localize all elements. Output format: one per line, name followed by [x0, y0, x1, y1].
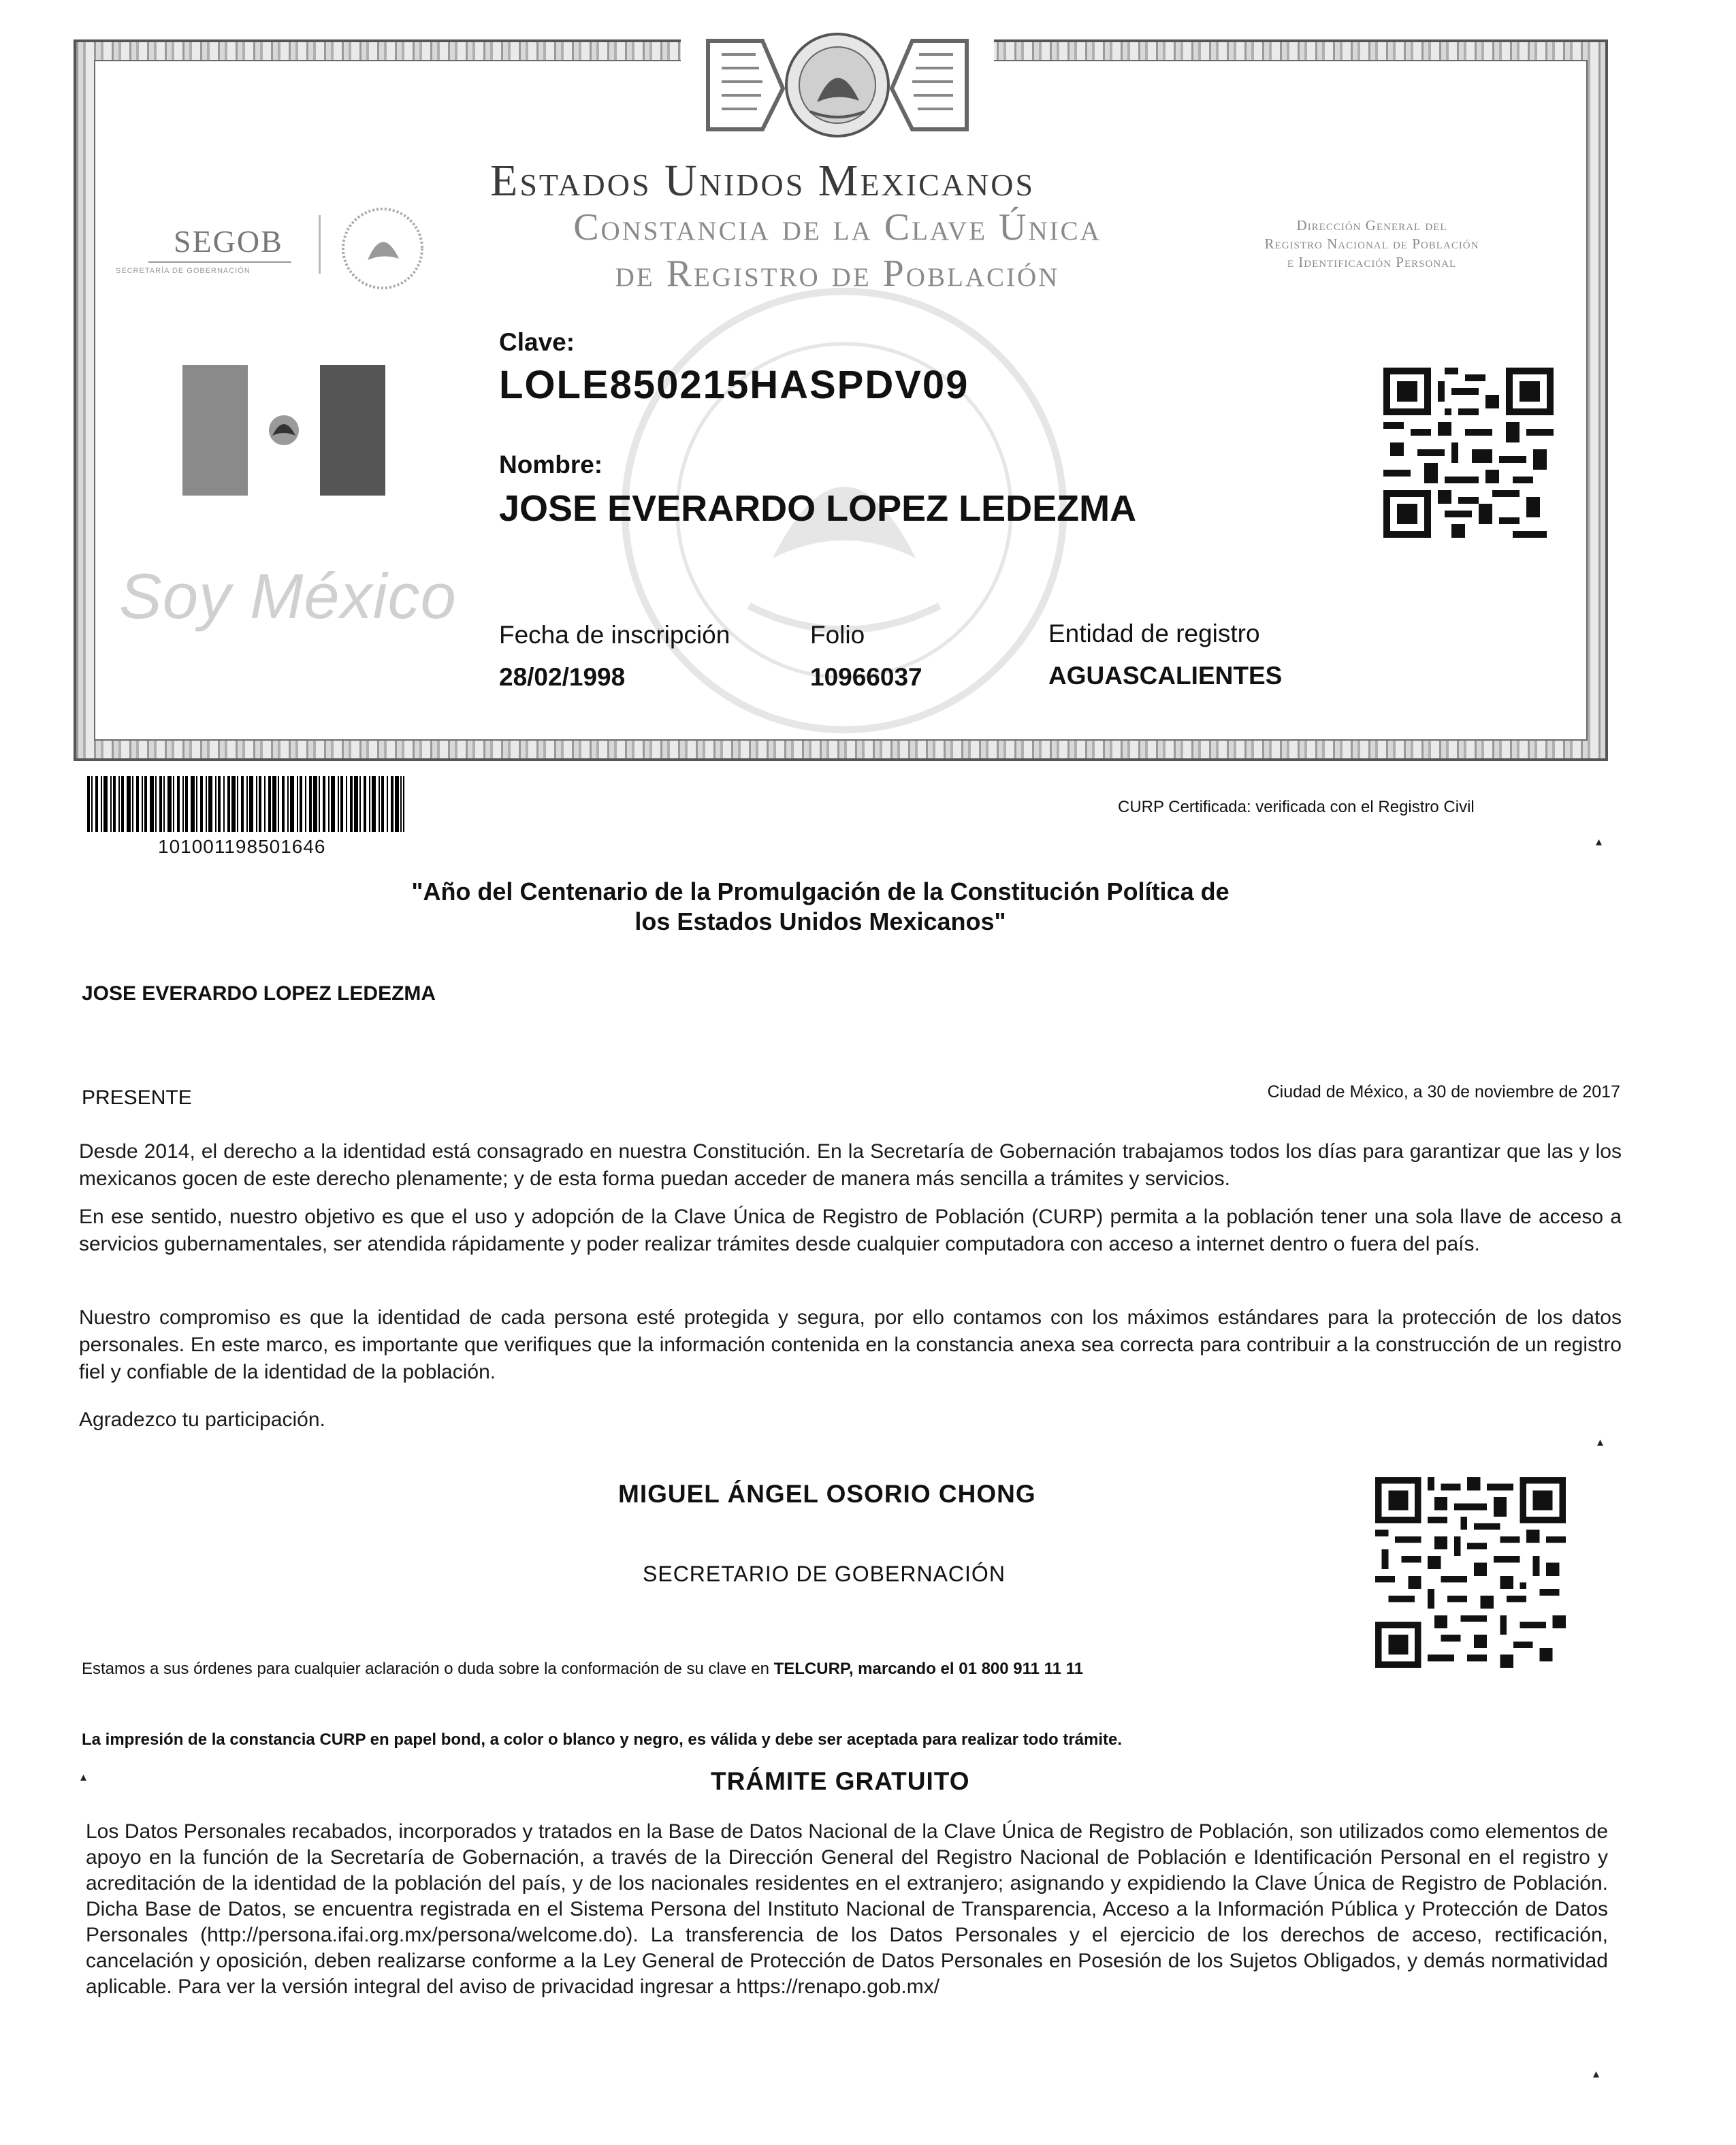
- privacy-notice: Los Datos Personales recabados, incorporados y tratados en la Base de Datos Nacional de la Clave Única de Registro de Población, son utilizados como elementos de apoyo en la función de la Secretaría de Gobernación, a través de la Dirección General del Registro Nacional de Población e Identificación Personal en el registro y acreditación de la identidad de la población del país, y de los nacionales residentes en el extranjero; asignando y expidiendo la Clave Única de Registro de Población. Dicha Base de Datos, se encuentra registrada en el Sistema Persona del Instituto Nacional de Transparencia, Acceso a la Información Pública y Protección de Datos Personales (http://persona.ifai.org.mx/persona/welcome.do). La transferencia de los Datos Personales y el ejercicio de los derechos de acceso, rectificación, cancelación y oposición, deben realizarse conforme a la Ley General de Protección de Datos Personales en Posesión de los Sujetos Obligados, y demás normatividad aplicable. Para ver la versión integral del aviso de privacidad ingresar a https://renapo.gob.mx/: [86, 1820, 1608, 1998]
- place-and-date: Ciudad de México, a 30 de noviembre de 2017: [1267, 1082, 1620, 1101]
- issuer-line-2: Registro Nacional de Población: [1264, 236, 1479, 252]
- scan-mark: ▴: [1593, 2067, 1600, 2080]
- issuer-line-1: Dirección General del: [1296, 217, 1447, 233]
- scan-mark: ▴: [1596, 835, 1603, 848]
- year-motto-line2: los Estados Unidos Mexicanos": [634, 907, 1006, 935]
- telcurp-text: Estamos a sus órdenes para cualquier aclaración o duda sobre la conformación de su clave en: [82, 1660, 769, 1678]
- letter-thanks: Agradezco tu participación.: [79, 1408, 325, 1431]
- segob-logo-text: SEGOB: [174, 224, 283, 259]
- letter-paragraph-2: En ese sentido, nuestro objetivo es que el uso y adopción de la Clave Única de Registro de Población (CURP) permita a la población tener una sola llave de acceso a servicios gubernamentales, ser atendida rápidamente y poder realizar trámites desde cualquier computadora con acceso a internet dentro o fuera del país.: [79, 1206, 1622, 1255]
- year-motto: [340, 877, 1300, 937]
- signer-name: MIGUEL ÁNGEL OSORIO CHONG: [618, 1480, 1036, 1508]
- segob-logo-separator: [319, 215, 321, 274]
- folio-value: 10966037: [810, 663, 922, 691]
- qr-code-icon: [1375, 1477, 1566, 1668]
- certificate-country-title: Estados Unidos Mexicanos: [490, 156, 1035, 206]
- issuing-office: [1205, 216, 1539, 272]
- entidad-registro-value: AGUASCALIENTES: [1048, 662, 1283, 690]
- telcurp-phone: TELCURP, marcando el 01 800 911 11 11: [773, 1660, 1084, 1678]
- signer-role: SECRETARIO DE GOBERNACIÓN: [643, 1562, 1006, 1586]
- letter-paragraph-1: Desde 2014, el derecho a la identidad está consagrado en nuestra Constitución. En la Secretaría de Gobernación trabajamos todos los días para garantizar que las y los mexicanos gocen de este derecho plenamente; y de esta forma puedan acceder de manera más sencilla a trámites y servicios.: [79, 1140, 1622, 1190]
- mexican-flag-icon: [182, 365, 385, 496]
- curp-certified-note: CURP Certificada: verificada con el Registro Civil: [1118, 798, 1475, 816]
- barcode-number: 101001198501646: [158, 836, 326, 857]
- year-motto-line1: "Año del Centenario de la Promulgación de la Constitución Política de: [411, 877, 1229, 905]
- presente-label: PRESENTE: [82, 1086, 192, 1109]
- addressee-name: JOSE EVERARDO LOPEZ LEDEZMA: [82, 982, 436, 1005]
- segob-seal-icon: [335, 204, 430, 293]
- scan-mark: ▴: [80, 1770, 87, 1784]
- nombre-label: Nombre:: [499, 451, 603, 479]
- qr-code-icon: [1383, 368, 1554, 538]
- clave-label: Clave:: [499, 328, 575, 356]
- telcurp-notice: [82, 1660, 1083, 1679]
- folio-label: Folio: [810, 621, 865, 649]
- fecha-inscripcion-label: Fecha de inscripción: [499, 621, 730, 649]
- soy-mexico-watermark: Soy México: [119, 560, 457, 632]
- clave-value: LOLE850215HASPDV09: [499, 363, 969, 407]
- coat-of-arms-icon: [681, 27, 994, 150]
- barcode-icon: [87, 776, 404, 832]
- entidad-registro-label: Entidad de registro: [1048, 619, 1260, 647]
- issuer-line-3: e Identificación Personal: [1287, 254, 1457, 270]
- scan-mark: ▴: [1597, 1435, 1604, 1449]
- fecha-inscripcion-value: 28/02/1998: [499, 663, 626, 691]
- segob-logo-rule: [148, 261, 291, 263]
- certificate-title-line1: Constancia de la Clave Única: [573, 206, 1102, 248]
- certificate-title-line2: de Registro de Población: [615, 253, 1060, 295]
- segob-logo-subtitle: SECRETARÍA DE GOBERNACIÓN: [116, 267, 251, 275]
- nombre-value: JOSE EVERARDO LOPEZ LEDEZMA: [499, 488, 1137, 529]
- printing-validity-note: La impresión de la constancia CURP en papel bond, a color o blanco y negro, es válida y debe ser aceptada para realizar todo trámite.: [82, 1730, 1123, 1749]
- letter-paragraph-3: Nuestro compromiso es que la identidad de cada persona esté protegida y segura, por ello contamos con los máximos estándares para la protección de los datos personales. En este marco, es importante que verifiques que la información contenida en la constancia anexa sea correcta para contribuir a la construcción de un registro fiel y confiable de la identidad de la población.: [79, 1306, 1622, 1383]
- free-procedure-heading: TRÁMITE GRATUITO: [711, 1767, 970, 1795]
